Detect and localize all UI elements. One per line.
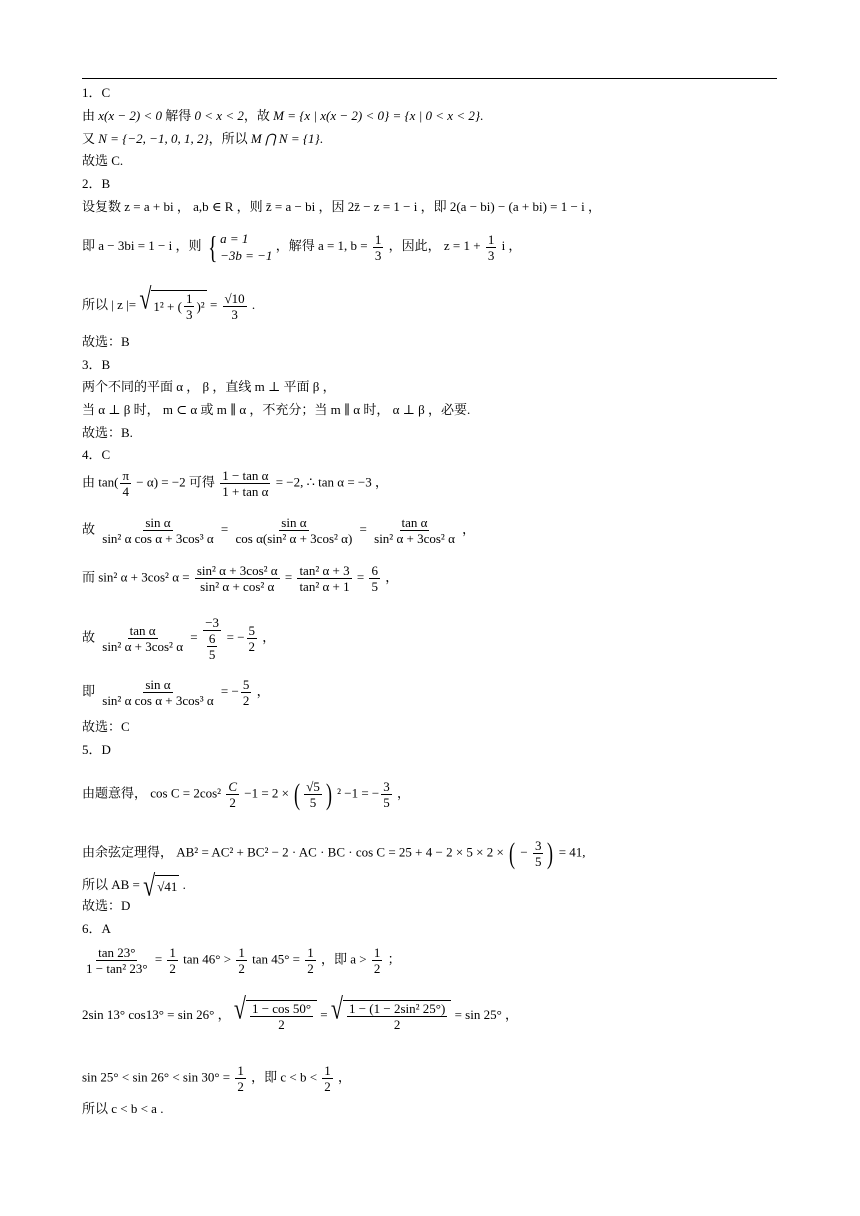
q1-answer: 故选 C. — [82, 153, 124, 168]
q2-line2: 即 a − 3bi = 1 − i ，则 { a = 1 −3b = −1 ，解得 a = 1, b = $\frac{1}{3}$ ，因此， z = 1 + $\frac{1}{3}$ i ， — [82, 229, 522, 265]
q4-line4: 故 $\frac{\text{tan α}}{\text{sin² α + 3cos² α}}$ = $\frac{-3}{\frac{6}{5}}$ = − $\frac{5}{2}$ ， — [82, 615, 276, 662]
q6-heading: 6．A — [82, 921, 111, 936]
q3-line1: 两个不同的平面 α ， β ，直线 m ⊥ 平面 β ， — [82, 379, 336, 394]
q3-heading: 3．B — [82, 357, 111, 372]
q5-line2: 由余弦定理得， AB² = AC² + BC² − 2 · AC · BC · cos C = 25 + 4 − 2 × 5 × 2 × ( − $\frac{3}{5}$ ) = 41, — [82, 837, 586, 870]
q3-answer: 故选：B. — [82, 425, 133, 440]
q2-answer: 故选：B — [82, 334, 130, 349]
q4-line5: 即 $\frac{\text{sin α}}{\text{sin² α cos α + 3cos³ α}}$ = − $\frac{5}{2}$ ， — [82, 677, 270, 708]
q4-line2: 故 $\frac{\text{sin α}}{\text{sin² α cos α + 3cos³ α}}$ = $\frac{\text{sin α}}{\text{cos α(sin² α + 3cos² α)}}$ = $\frac{\text{tan α}}{\text{sin² α + 3cos² α}}$ ， — [82, 515, 476, 546]
q2-line1: 设复数 z = a + bi ， a,b ∈ R ，则 z̄ = a − bi ，因 2z̄ − z = 1 − i ，即 2(a − bi) − (a + bi) = 1 − i ， — [82, 199, 601, 214]
q2-heading: 2．B — [82, 176, 111, 191]
q3-line2: 当 α ⊥ β 时， m ⊂ α 或 m ∥ α ，不充分；当 m ∥ α 时， α ⊥ β ，必要. — [82, 402, 471, 417]
q4-answer: 故选：C — [82, 719, 130, 734]
q5-answer: 故选：D — [82, 898, 131, 913]
q1-heading: 1．C — [82, 85, 111, 100]
q4-line3: 而 sin² α + 3cos² α = $\frac{\text{sin² α + 3cos² α}}{\text{sin² α + cos² α}}$ = $\frac{\text{tan² α + 3}}{\text{tan² α + 1}}$ = $\frac{6}{5}$ ， — [82, 563, 399, 594]
q1-line1: 由 x(x − 2) < 0 解得 0 < x < 2，故 M = {x | x(x − 2) < 0} = {x | 0 < x < 2}. — [82, 108, 484, 123]
q4-line1: 由 tan( $\frac{\pi}{4}$ − α) = −2 可得 $\frac{\text{1 − tan α}}{\text{1 + tan α}}$ = −2, ∴ tan α = −3 ， — [82, 468, 389, 499]
q2-line3: 所以 | z |= √ 1² + ( $\frac{1}{3}$ )² = $\frac{√10}{3}$ . — [82, 281, 256, 322]
q5-heading: 5．D — [82, 742, 111, 757]
q6-conclusion: 所以 c < b < a . — [82, 1101, 164, 1116]
q5-line1: 由题意得， cos C = 2cos² $\frac{C}{2}$ −1 = 2 × ( $\frac{√5}{5}$ ) ² −1 = − $\frac{3}{5}$ ， — [82, 778, 411, 811]
q6-line2: 2sin 13° cos13° = sin 26° ， √ $\frac{1 - \cos 50^\circ}{2}$ = √ $\frac{\text{1 − (1 − 2sin² 25°)}}{2}$ = sin 25° ， — [82, 991, 519, 1032]
q5-line3: 所以 AB = √ √41 . — [82, 868, 186, 903]
q6-line1: $\frac{\tan 23^\circ}{\text{1 − tan² 23°}}$ = $\frac{1}{2}$ tan 46° > $\frac{1}{2}$ tan 45° = $\frac{1}{2}$ ，即 a > $\frac{1}{2}$ ； — [86, 945, 401, 976]
q4-heading: 4．C — [82, 447, 111, 462]
q1-line2: 又 N = {−2, −1, 0, 1, 2}，所以 M ⋂ N = {1}. — [82, 131, 324, 146]
q6-line3: sin 25° < sin 26° < sin 30° = $\frac{1}{2}$ ，即 c < b < $\frac{1}{2}$ ， — [82, 1063, 352, 1094]
top-rule — [82, 78, 777, 79]
